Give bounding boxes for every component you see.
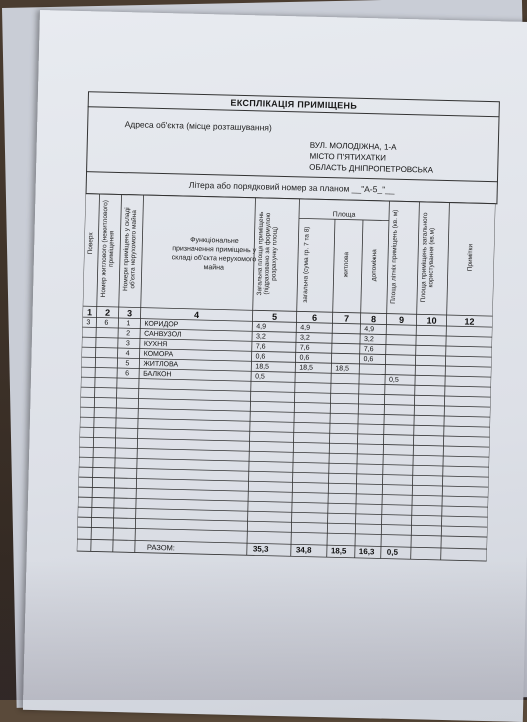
cell-total: 4,9 xyxy=(256,323,267,331)
cell-aux: 3,2 xyxy=(363,336,374,344)
totals-sum: 34,8 xyxy=(295,545,312,555)
cell-room-name: САНВУЗОЛ xyxy=(144,330,182,339)
cell-room-name: БАЛКОН xyxy=(143,370,172,379)
header-area-sum: загальна (сума гр. 7 та 8) xyxy=(301,226,311,303)
cell-room-name: КОМОРА xyxy=(143,350,174,359)
cell-total: 18,5 xyxy=(255,363,270,371)
column-number: 8 xyxy=(370,314,377,325)
cell-room-number: 2 xyxy=(126,330,131,338)
cell-room-name: КОРИДОР xyxy=(144,320,179,329)
header-common-area: Площа приміщень загального користування (кв.м) xyxy=(419,212,436,303)
cell-sum: 18,5 xyxy=(299,364,314,372)
totals-label: РАЗОМ: xyxy=(146,542,176,553)
cell-sum: 3,2 xyxy=(299,334,310,342)
column-number: 9 xyxy=(398,314,405,325)
cell-room-name: КУХНЯ xyxy=(143,340,168,349)
cell-total: 0,5 xyxy=(255,373,265,381)
cell-total: 3,2 xyxy=(255,333,266,341)
totals-aux: 16,3 xyxy=(358,546,375,557)
header-total-area: Загальна площа приміщень (підраховано за формулою розрахунку площ) xyxy=(256,211,279,296)
totals-total: 35,3 xyxy=(252,544,269,554)
address-line: МІСТО П'ЯТИХАТКИ xyxy=(309,151,387,163)
cell-room-name: ЖИТЛОВА xyxy=(143,360,179,369)
cell-total: 0,6 xyxy=(255,353,266,361)
header-area-group: Площа xyxy=(332,211,356,219)
address-section xyxy=(86,106,499,182)
header-living: житлова xyxy=(342,251,351,278)
cell-summer: 0,5 xyxy=(388,376,399,384)
explication-table xyxy=(76,193,495,573)
header-function: Функціональне призначення приміщень у складі об'єкта нерухомого майна xyxy=(171,236,257,272)
litera-line: Літера або порядковий номер за планом __"А-5_"__ xyxy=(86,171,498,204)
cell-living: 18,5 xyxy=(335,365,350,373)
header-apartment: Номер житлового (нежитлового) приміщення xyxy=(100,199,116,298)
column-number: 2 xyxy=(104,307,111,318)
column-number: 6 xyxy=(311,312,318,323)
cell-room-number: 3 xyxy=(125,340,130,348)
header-floor: Поверх xyxy=(87,232,95,255)
column-number: 10 xyxy=(426,315,437,326)
address-line: ОБЛАСТЬ ДНІПРОПЕТРОВСЬКА xyxy=(309,162,434,175)
totals-living: 18,5 xyxy=(330,546,347,556)
cell-room-number: 1 xyxy=(126,320,131,328)
cell-aux: 0,6 xyxy=(363,356,374,364)
cell-aux: 4,9 xyxy=(364,326,375,334)
cell-sum: 4,9 xyxy=(300,324,311,332)
column-number: 4 xyxy=(193,309,200,320)
header-summer-area: Площа літніх приміщень (кв. м) xyxy=(389,209,400,304)
column-number: 5 xyxy=(271,311,278,322)
address-label: Адреса об'єкта (місце розташування) xyxy=(124,119,272,133)
cell-total: 7,6 xyxy=(255,343,266,351)
document-title: ЕКСПЛІКАЦІЯ ПРИМІЩЕНЬ xyxy=(88,91,500,117)
header-room-numbers: Номери приміщень у складі об'єкта нерухомого майна xyxy=(122,207,139,292)
address-line: ВУЛ. МОЛОДІЖНА, 1-А xyxy=(309,140,397,152)
cell-aux: 7,6 xyxy=(363,346,374,354)
cell-apartment: 6 xyxy=(104,319,109,327)
cell-floor: 3 xyxy=(86,319,91,327)
explication-form xyxy=(76,91,498,591)
cell-sum: 0,6 xyxy=(299,354,310,362)
address-value xyxy=(309,140,434,176)
cell-sum: 7,6 xyxy=(299,344,310,352)
column-number: 7 xyxy=(343,313,350,324)
cell-room-number: 5 xyxy=(125,360,130,368)
header-auxiliary: допоміжна xyxy=(370,249,379,282)
document-page xyxy=(23,10,527,722)
cell-room-number: 6 xyxy=(125,370,130,378)
column-number: 3 xyxy=(126,308,133,319)
header-notes: Примітки xyxy=(466,243,475,272)
column-number: 1 xyxy=(86,307,93,318)
cell-room-number: 4 xyxy=(125,350,130,358)
totals-summer: 0,5 xyxy=(386,547,399,557)
column-number: 12 xyxy=(464,316,475,327)
